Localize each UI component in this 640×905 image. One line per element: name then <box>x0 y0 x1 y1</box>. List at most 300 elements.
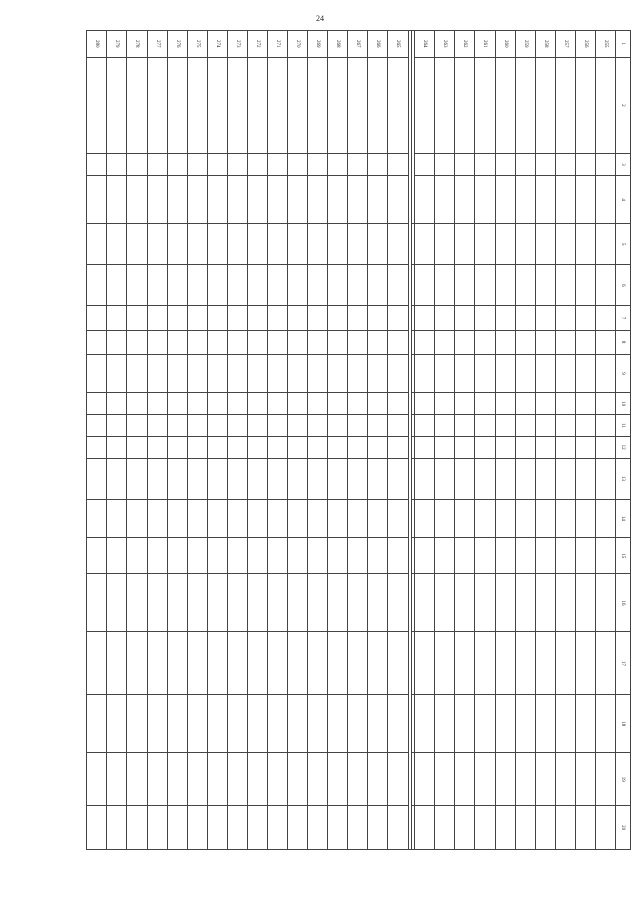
value-cell <box>227 265 247 306</box>
value-cell <box>328 574 348 632</box>
value-cell <box>127 436 147 458</box>
value-cell <box>475 175 495 223</box>
value-cell <box>267 265 287 306</box>
value-cell <box>595 415 615 437</box>
value-cell <box>247 458 267 499</box>
value-cell <box>575 499 595 538</box>
value-cell <box>411 306 414 330</box>
row-number: 276 <box>167 31 187 58</box>
table-row <box>308 31 328 850</box>
value-cell <box>595 265 615 306</box>
value-cell <box>288 458 308 499</box>
value-cell <box>455 175 475 223</box>
value-cell <box>127 458 147 499</box>
table-row <box>167 31 187 850</box>
value-cell <box>207 499 227 538</box>
value-cell <box>495 354 515 393</box>
value-cell <box>167 806 187 850</box>
value-cell <box>411 458 414 499</box>
value-cell <box>415 330 435 354</box>
column-number: 10 <box>616 393 631 415</box>
column-number: 11 <box>616 415 631 437</box>
value-cell <box>368 306 388 330</box>
value-cell <box>167 632 187 695</box>
value-cell <box>388 306 408 330</box>
value-cell <box>167 175 187 223</box>
value-cell <box>187 154 207 176</box>
value-cell <box>435 265 455 306</box>
address-cell <box>167 57 187 154</box>
value-cell <box>267 574 287 632</box>
address-cell <box>495 57 515 154</box>
value-cell <box>187 306 207 330</box>
value-cell <box>187 632 207 695</box>
value-cell <box>207 574 227 632</box>
value-cell <box>147 806 167 850</box>
value-cell <box>455 574 475 632</box>
table-row <box>595 31 615 850</box>
value-cell <box>535 538 555 574</box>
value-cell <box>515 695 535 753</box>
value-cell <box>147 175 167 223</box>
value-cell <box>555 458 575 499</box>
value-cell <box>595 393 615 415</box>
value-cell <box>107 806 127 850</box>
table-sheet <box>86 30 631 850</box>
value-cell <box>227 306 247 330</box>
value-cell <box>515 393 535 415</box>
value-cell <box>187 574 207 632</box>
value-cell <box>475 436 495 458</box>
value-cell <box>575 415 595 437</box>
value-cell <box>411 753 414 806</box>
value-cell <box>207 753 227 806</box>
value-cell <box>555 393 575 415</box>
value-cell <box>495 154 515 176</box>
value-cell <box>348 458 368 499</box>
value-cell <box>328 354 348 393</box>
table-row <box>328 31 348 850</box>
value-cell <box>388 393 408 415</box>
value-cell <box>415 574 435 632</box>
value-cell <box>308 175 328 223</box>
value-cell <box>411 393 414 415</box>
value-cell <box>388 632 408 695</box>
value-cell <box>515 499 535 538</box>
value-cell <box>515 458 535 499</box>
value-cell <box>187 330 207 354</box>
value-cell <box>595 175 615 223</box>
value-cell <box>411 354 414 393</box>
value-cell <box>328 415 348 437</box>
value-cell <box>328 806 348 850</box>
value-cell <box>267 330 287 354</box>
value-cell <box>288 574 308 632</box>
value-cell <box>187 393 207 415</box>
address-cell <box>127 57 147 154</box>
row-number: 271 <box>267 31 287 58</box>
value-cell <box>308 695 328 753</box>
value-cell <box>207 175 227 223</box>
value-cell <box>415 224 435 265</box>
value-cell <box>167 538 187 574</box>
table-row <box>535 31 555 850</box>
row-number: 265 <box>388 31 408 58</box>
value-cell <box>415 695 435 753</box>
value-cell <box>575 574 595 632</box>
address-cell <box>535 57 555 154</box>
value-cell <box>368 415 388 437</box>
column-number: 12 <box>616 436 631 458</box>
value-cell <box>308 458 328 499</box>
value-cell <box>555 499 575 538</box>
column-number: 14 <box>616 499 631 538</box>
value-cell <box>147 330 167 354</box>
row-number: 280 <box>87 31 107 58</box>
address-cell <box>595 57 615 154</box>
row-number: 258 <box>535 31 555 58</box>
value-cell <box>308 415 328 437</box>
value-cell <box>308 393 328 415</box>
value-cell <box>227 458 247 499</box>
value-cell <box>227 330 247 354</box>
value-cell <box>247 415 267 437</box>
value-cell <box>435 538 455 574</box>
value-cell <box>87 354 107 393</box>
value-cell <box>127 354 147 393</box>
value-cell <box>87 306 107 330</box>
value-cell <box>227 632 247 695</box>
value-cell <box>455 330 475 354</box>
value-cell <box>127 574 147 632</box>
value-cell <box>368 330 388 354</box>
table-row <box>247 31 267 850</box>
value-cell <box>247 806 267 850</box>
value-cell <box>127 499 147 538</box>
value-cell <box>107 330 127 354</box>
value-cell <box>187 753 207 806</box>
value-cell <box>515 330 535 354</box>
value-cell <box>87 224 107 265</box>
address-cell <box>227 57 247 154</box>
address-cell <box>388 57 408 154</box>
value-cell <box>475 753 495 806</box>
value-cell <box>267 354 287 393</box>
value-cell <box>247 224 267 265</box>
value-cell <box>187 265 207 306</box>
value-cell <box>388 224 408 265</box>
value-cell <box>595 499 615 538</box>
value-cell <box>87 574 107 632</box>
value-cell <box>411 806 414 850</box>
value-cell <box>107 574 127 632</box>
column-number: 2 <box>616 57 631 154</box>
value-cell <box>495 458 515 499</box>
value-cell <box>348 330 368 354</box>
value-cell <box>435 753 455 806</box>
value-cell <box>167 265 187 306</box>
value-cell <box>415 436 435 458</box>
value-cell <box>575 306 595 330</box>
value-cell <box>147 695 167 753</box>
table-row <box>207 31 227 850</box>
address-cell <box>107 57 127 154</box>
value-cell <box>288 354 308 393</box>
value-cell <box>127 265 147 306</box>
value-cell <box>368 458 388 499</box>
value-cell <box>415 393 435 415</box>
value-cell <box>555 306 575 330</box>
value-cell <box>207 806 227 850</box>
value-cell <box>107 436 127 458</box>
value-cell <box>247 538 267 574</box>
row-number: 260 <box>495 31 515 58</box>
value-cell <box>308 499 328 538</box>
value-cell <box>515 354 535 393</box>
value-cell <box>147 574 167 632</box>
value-cell <box>167 306 187 330</box>
value-cell <box>495 499 515 538</box>
value-cell <box>495 436 515 458</box>
value-cell <box>575 632 595 695</box>
value-cell <box>515 574 535 632</box>
value-cell <box>455 415 475 437</box>
value-cell <box>595 330 615 354</box>
value-cell <box>288 499 308 538</box>
value-cell <box>207 265 227 306</box>
value-cell <box>167 393 187 415</box>
value-cell <box>187 224 207 265</box>
value-cell <box>495 538 515 574</box>
value-cell <box>575 265 595 306</box>
value-cell <box>328 224 348 265</box>
address-cell <box>87 57 107 154</box>
value-cell <box>475 574 495 632</box>
value-cell <box>308 154 328 176</box>
value-cell <box>147 265 167 306</box>
column-number: 20 <box>616 806 631 850</box>
value-cell <box>575 753 595 806</box>
value-cell <box>147 436 167 458</box>
value-cell <box>207 330 227 354</box>
value-cell <box>207 695 227 753</box>
value-cell <box>455 753 475 806</box>
value-cell <box>515 154 535 176</box>
value-cell <box>207 458 227 499</box>
row-number: 274 <box>207 31 227 58</box>
value-cell <box>368 154 388 176</box>
value-cell <box>308 806 328 850</box>
column-number: 15 <box>616 538 631 574</box>
value-cell <box>207 538 227 574</box>
value-cell <box>87 499 107 538</box>
value-cell <box>328 538 348 574</box>
row-number: 263 <box>435 31 455 58</box>
value-cell <box>535 574 555 632</box>
value-cell <box>348 224 368 265</box>
address-cell <box>147 57 167 154</box>
value-cell <box>475 330 495 354</box>
column-number: 1 <box>616 31 631 58</box>
address-cell <box>267 57 287 154</box>
value-cell <box>328 499 348 538</box>
address-cell <box>308 57 328 154</box>
value-cell <box>127 393 147 415</box>
address-cell <box>207 57 227 154</box>
value-cell <box>348 753 368 806</box>
value-cell <box>368 265 388 306</box>
value-cell <box>107 154 127 176</box>
value-cell <box>455 436 475 458</box>
table-row <box>127 31 147 850</box>
value-cell <box>415 632 435 695</box>
value-cell <box>167 695 187 753</box>
row-number: 262 <box>455 31 475 58</box>
value-cell <box>435 330 455 354</box>
address-cell <box>515 57 535 154</box>
table-row <box>368 31 388 850</box>
value-cell <box>455 154 475 176</box>
value-cell <box>515 806 535 850</box>
value-cell <box>227 436 247 458</box>
value-cell <box>455 499 475 538</box>
value-cell <box>435 175 455 223</box>
value-cell <box>495 574 515 632</box>
value-cell <box>288 695 308 753</box>
value-cell <box>107 265 127 306</box>
table-row <box>475 31 495 850</box>
value-cell <box>455 306 475 330</box>
value-cell <box>595 306 615 330</box>
value-cell <box>535 154 555 176</box>
value-cell <box>328 265 348 306</box>
table-row <box>455 31 475 850</box>
value-cell <box>535 306 555 330</box>
value-cell <box>348 175 368 223</box>
value-cell <box>107 415 127 437</box>
value-cell <box>328 393 348 415</box>
value-cell <box>147 354 167 393</box>
value-cell <box>475 306 495 330</box>
value-cell <box>147 632 167 695</box>
column-number-row <box>616 31 631 850</box>
value-cell <box>127 224 147 265</box>
value-cell <box>288 306 308 330</box>
value-cell <box>535 265 555 306</box>
value-cell <box>147 499 167 538</box>
value-cell <box>368 806 388 850</box>
value-cell <box>167 574 187 632</box>
value-cell <box>368 574 388 632</box>
value-cell <box>348 306 368 330</box>
value-cell <box>247 306 267 330</box>
value-cell <box>207 393 227 415</box>
value-cell <box>227 753 247 806</box>
value-cell <box>87 330 107 354</box>
value-cell <box>288 175 308 223</box>
value-cell <box>87 458 107 499</box>
value-cell <box>555 154 575 176</box>
value-cell <box>288 415 308 437</box>
value-cell <box>348 632 368 695</box>
value-cell <box>595 458 615 499</box>
value-cell <box>288 538 308 574</box>
value-cell <box>348 415 368 437</box>
value-cell <box>595 753 615 806</box>
value-cell <box>415 415 435 437</box>
value-cell <box>388 574 408 632</box>
value-cell <box>87 175 107 223</box>
value-cell <box>247 175 267 223</box>
value-cell <box>455 538 475 574</box>
value-cell <box>515 415 535 437</box>
value-cell <box>495 175 515 223</box>
value-cell <box>555 415 575 437</box>
value-cell <box>308 632 328 695</box>
value-cell <box>267 806 287 850</box>
value-cell <box>267 306 287 330</box>
address-cell <box>555 57 575 154</box>
value-cell <box>227 393 247 415</box>
value-cell <box>495 415 515 437</box>
value-cell <box>267 154 287 176</box>
value-cell <box>415 306 435 330</box>
value-cell <box>435 306 455 330</box>
value-cell <box>535 458 555 499</box>
column-number: 19 <box>616 753 631 806</box>
value-cell <box>227 538 247 574</box>
value-cell <box>415 354 435 393</box>
municipality-row <box>408 31 411 850</box>
value-cell <box>227 175 247 223</box>
value-cell <box>555 538 575 574</box>
value-cell <box>515 224 535 265</box>
value-cell <box>555 574 575 632</box>
value-cell <box>288 436 308 458</box>
value-cell <box>87 753 107 806</box>
value-cell <box>435 499 455 538</box>
value-cell <box>267 499 287 538</box>
value-cell <box>555 632 575 695</box>
row-number: 275 <box>187 31 207 58</box>
value-cell <box>515 265 535 306</box>
value-cell <box>455 458 475 499</box>
value-cell <box>575 330 595 354</box>
value-cell <box>87 806 107 850</box>
value-cell <box>575 154 595 176</box>
value-cell <box>455 265 475 306</box>
value-cell <box>87 393 107 415</box>
value-cell <box>535 806 555 850</box>
value-cell <box>147 306 167 330</box>
value-cell <box>127 632 147 695</box>
value-cell <box>435 436 455 458</box>
value-cell <box>247 753 267 806</box>
value-cell <box>267 393 287 415</box>
value-cell <box>147 224 167 265</box>
value-cell <box>167 354 187 393</box>
value-cell <box>455 354 475 393</box>
value-cell <box>227 224 247 265</box>
value-cell <box>595 436 615 458</box>
value-cell <box>308 753 328 806</box>
value-cell <box>515 632 535 695</box>
value-cell <box>455 695 475 753</box>
value-cell <box>595 354 615 393</box>
value-cell <box>595 695 615 753</box>
value-cell <box>288 224 308 265</box>
value-cell <box>167 330 187 354</box>
